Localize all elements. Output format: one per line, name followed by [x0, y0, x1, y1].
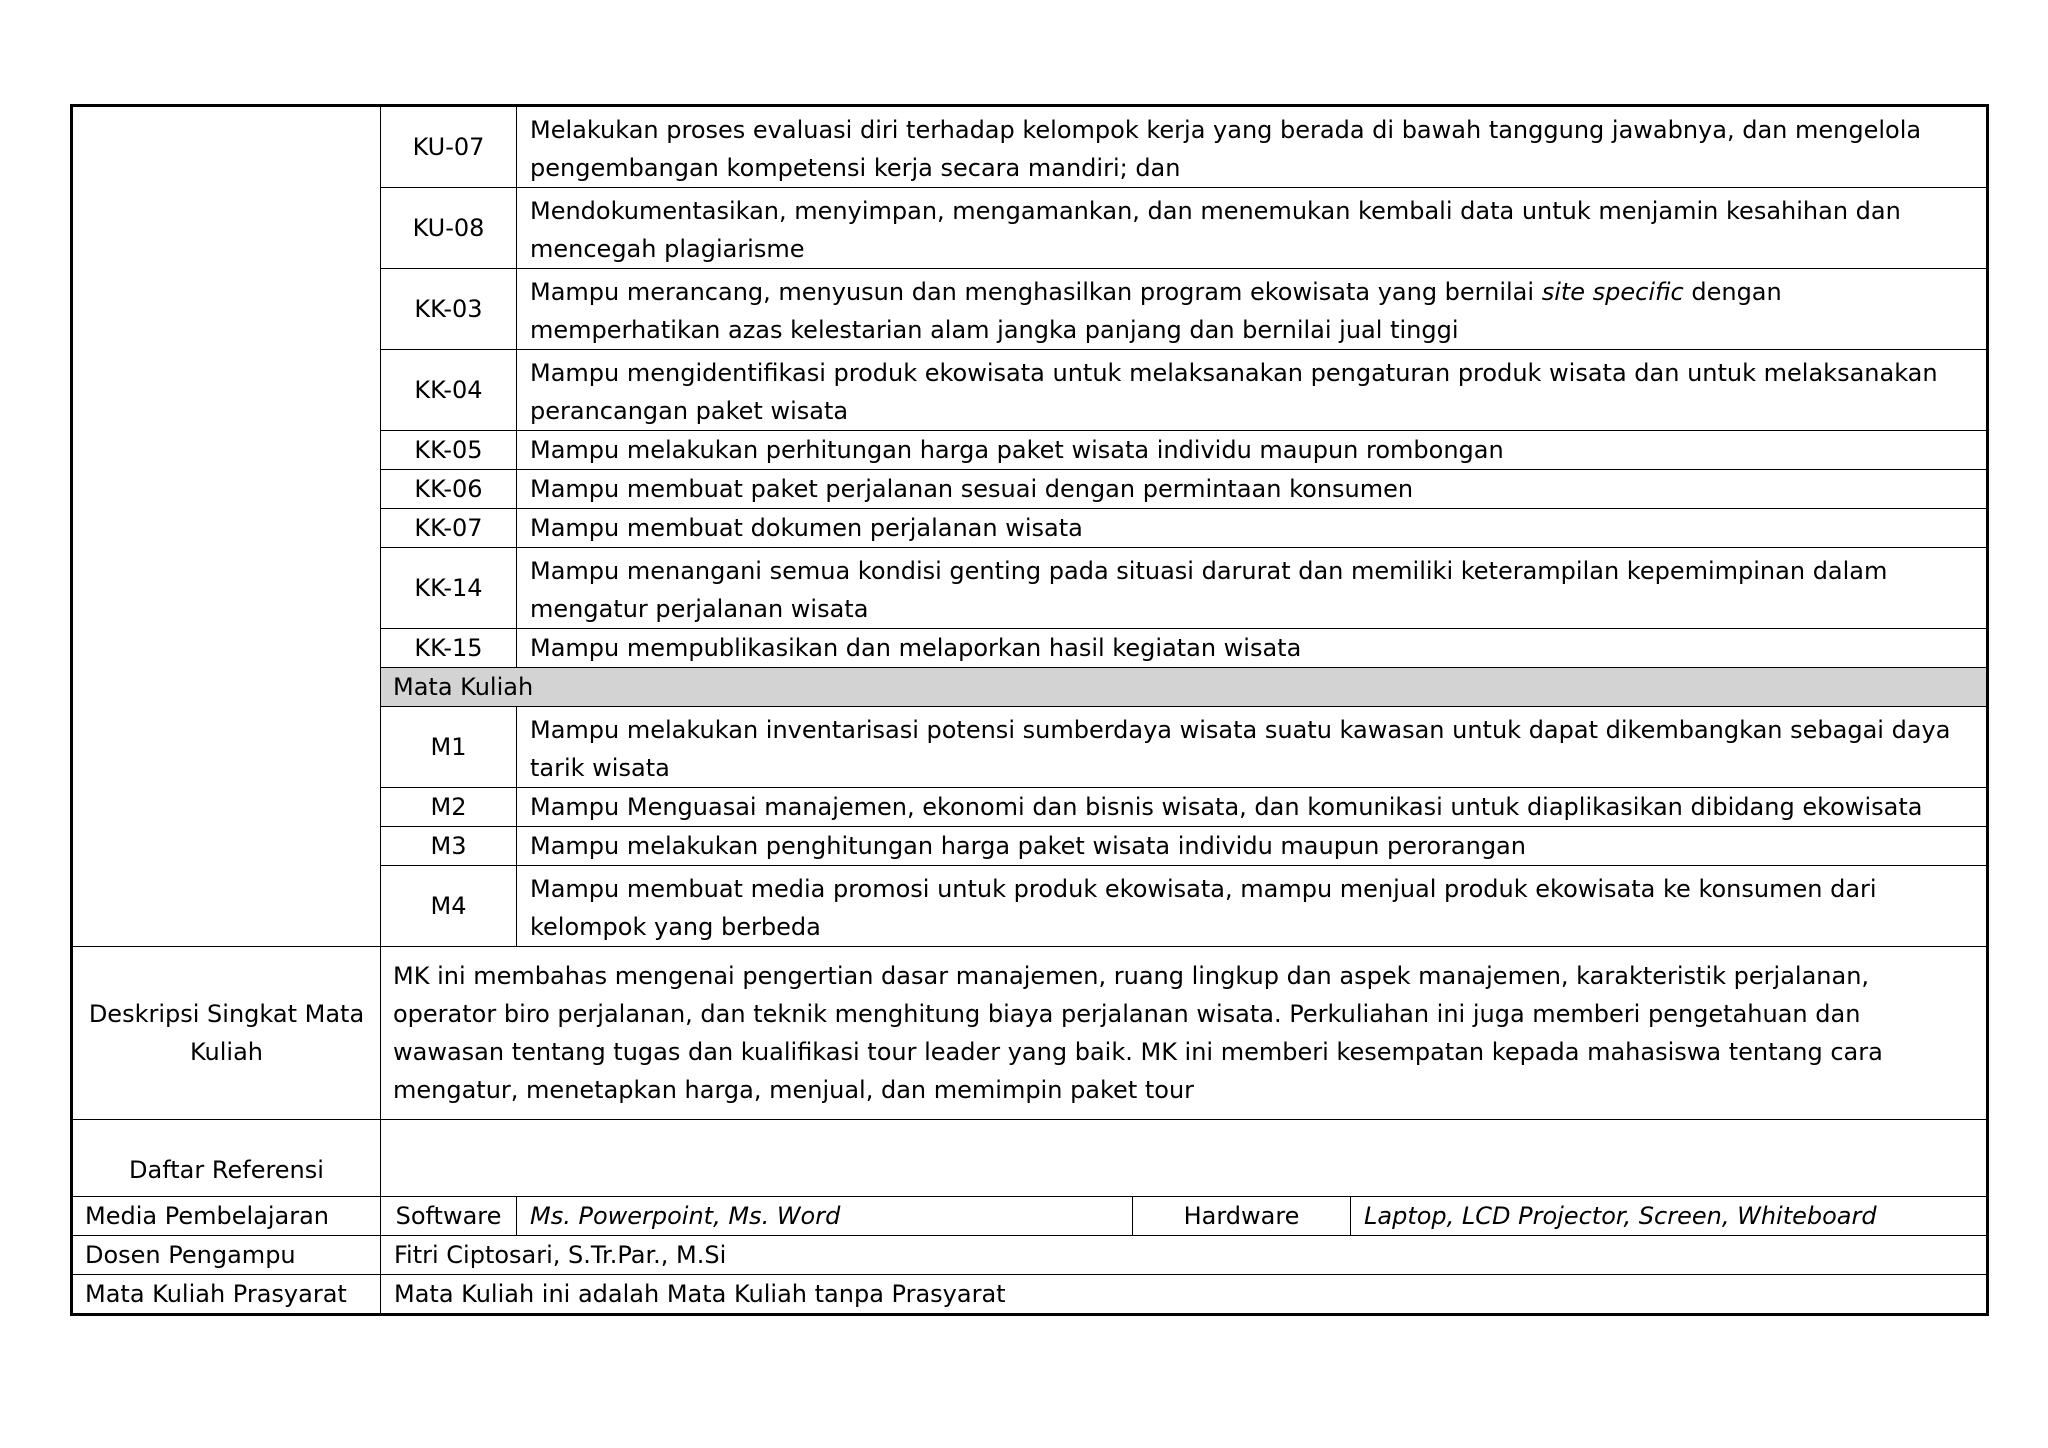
deskripsi-text: MK ini membahas mengenai pengertian dasar manajemen, ruang lingkup dan aspek manajemen, karakteristik perjalanan, operator biro perjalanan, dan teknik menghitung biaya perjalanan wisata. Perkuliahan ini juga memberi pengetahuan dan wawasan tentang tugas dan kualifikasi tour leader yang baik. MK ini memberi kesempatan kepada mahasiswa tentang cara mengatur, menetapkan harga, menjual, dan memimpin paket tour [381, 947, 1988, 1120]
deskripsi-label: Deskripsi Singkat Mata Kuliah [72, 947, 381, 1120]
cpl-text: Mampu membuat paket perjalanan sesuai dengan permintaan konsumen [517, 470, 1988, 509]
cpl-text: Mampu mempublikasikan dan melaporkan hasil kegiatan wisata [517, 629, 1988, 668]
mk-code: M1 [381, 707, 517, 788]
table-row [72, 1275, 1988, 1315]
cpl-text: Mampu menangani semua kondisi genting pada situasi darurat dan memiliki keterampilan kepemimpinan dalam mengatur perjalanan wisata [517, 548, 1988, 629]
mk-text: Mampu melakukan penghitungan harga paket wisata individu maupun perorangan [517, 827, 1988, 866]
cpl-text-part: Mampu merancang, menyusun dan menghasilkan program ekowisata yang bernilai [530, 278, 1542, 306]
course-table [70, 104, 1989, 1316]
cpl-text: Melakukan proses evaluasi diri terhadap kelompok kerja yang berada di bawah tanggung jawabnya, dan mengelola pengembangan kompetensi kerja secara mandiri; dan [517, 106, 1988, 188]
cpl-code: KU-07 [381, 106, 517, 188]
table-row [72, 1120, 1988, 1197]
table-row [72, 1197, 1988, 1236]
cpl-code: KK-03 [381, 269, 517, 350]
table-row [72, 947, 1988, 1120]
cpl-text: Mampu melakukan perhitungan harga paket wisata individu maupun rombongan [517, 431, 1988, 470]
left-empty-cell [72, 106, 381, 947]
cpl-text [517, 269, 1988, 350]
referensi-label: Daftar Referensi [72, 1120, 381, 1197]
cpl-text-part: dengan memperhatikan azas kelestarian alam jangka panjang dan bernilai jual tinggi [530, 278, 1782, 344]
mk-code: M4 [381, 866, 517, 947]
mk-code: M3 [381, 827, 517, 866]
cpl-code: KK-05 [381, 431, 517, 470]
software-value: Ms. Powerpoint, Ms. Word [517, 1197, 1133, 1236]
cpl-code: KK-04 [381, 350, 517, 431]
cpl-code: KK-07 [381, 509, 517, 548]
cpl-text: Mendokumentasikan, menyimpan, mengamankan, dan menemukan kembali data untuk menjamin kesahihan dan mencegah plagiarisme [517, 188, 1988, 269]
cpl-code: KU-08 [381, 188, 517, 269]
cpl-code: KK-06 [381, 470, 517, 509]
mk-text: Mampu membuat media promosi untuk produk ekowisata, mampu menjual produk ekowisata ke konsumen dari kelompok yang berbeda [517, 866, 1988, 947]
dosen-value: Fitri Ciptosari, S.Tr.Par., M.Si [381, 1236, 1988, 1275]
prasyarat-value: Mata Kuliah ini adalah Mata Kuliah tanpa Prasyarat [381, 1275, 1988, 1315]
media-label: Media Pembelajaran [72, 1197, 381, 1236]
cpl-code: KK-14 [381, 548, 517, 629]
hardware-value: Laptop, LCD Projector, Screen, Whiteboard [1351, 1197, 1988, 1236]
mk-text: Mampu melakukan inventarisasi potensi sumberdaya wisata suatu kawasan untuk dapat dikembangkan sebagai daya tarik wisata [517, 707, 1988, 788]
cpl-code: KK-15 [381, 629, 517, 668]
software-label: Software [381, 1197, 517, 1236]
referensi-value [381, 1120, 1988, 1197]
mk-code: M2 [381, 788, 517, 827]
course-info-page [70, 104, 1986, 1316]
cpl-text: Mampu mengidentifikasi produk ekowisata untuk melaksanakan pengaturan produk wisata dan untuk melaksanakan perancangan paket wisata [517, 350, 1988, 431]
cpl-text-italic: site specific [1541, 278, 1684, 306]
hardware-label: Hardware [1133, 1197, 1351, 1236]
table-row [72, 1236, 1988, 1275]
mk-text: Mampu Menguasai manajemen, ekonomi dan bisnis wisata, dan komunikasi untuk diaplikasikan dibidang ekowisata [517, 788, 1988, 827]
mata-kuliah-header: Mata Kuliah [381, 668, 1988, 707]
cpl-text: Mampu membuat dokumen perjalanan wisata [517, 509, 1988, 548]
prasyarat-label: Mata Kuliah Prasyarat [72, 1275, 381, 1315]
dosen-label: Dosen Pengampu [72, 1236, 381, 1275]
table-row [72, 106, 1988, 188]
